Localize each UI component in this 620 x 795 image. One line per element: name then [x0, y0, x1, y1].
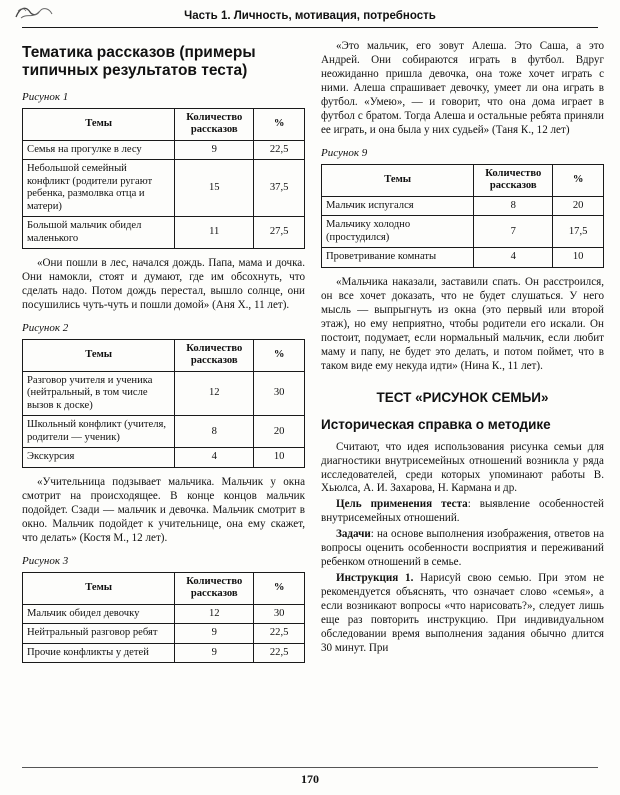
value-cell: 20 [553, 196, 604, 216]
page-footer [22, 767, 598, 787]
value-cell: 30 [254, 371, 305, 416]
table-row [23, 416, 305, 448]
theme-cell: Разговор учителя и ученика (нейтральный, в том числе вызов к доске) [23, 371, 175, 416]
table-header-cell: Темы [23, 339, 175, 371]
theme-cell: Проветривание комнаты [322, 248, 474, 268]
figure3-table [22, 572, 305, 664]
figure2-quote: «Учительница подзывает мальчика. Мальчик у окна смотрит на происходящее. В конце концов мальчик подойдет. Сзади — мальчик и девочка. Мальчик смотрит в окно. Мальчик подойдет к учительнице, она ему скажет, что делать» (Костя М., 12 лет). [22, 475, 305, 544]
paragraph-text: : на основе выполнения изображения, ответов на вопросы оценить особенности восприятия и переживаний ребенком отношений в семье. [321, 528, 604, 569]
theme-cell: Большой мальчик обидел маленького [23, 217, 175, 249]
theme-cell: Небольшой семейный конфликт (родители ругают ребенка, размолвка отца и матери) [23, 160, 175, 217]
value-cell: 8 [474, 196, 553, 216]
table-header-row [322, 164, 604, 196]
table-row [23, 217, 305, 249]
table-header-cell: % [254, 108, 305, 140]
value-cell: 8 [175, 416, 254, 448]
table-header-row [23, 339, 305, 371]
table-header-cell: Количество рассказов [175, 572, 254, 604]
table-row [322, 216, 604, 248]
table-header-cell: % [553, 164, 604, 196]
figure2-table [22, 339, 305, 468]
paragraph-lead: Задачи [336, 528, 371, 541]
value-cell: 4 [175, 448, 254, 468]
figure9-table [321, 164, 604, 268]
figure1-label: Рисунок 1 [22, 90, 69, 103]
value-cell: 22,5 [254, 624, 305, 644]
paragraph-history [321, 441, 604, 497]
value-cell: 15 [175, 160, 254, 217]
table-row [322, 196, 604, 216]
page-header [22, 6, 598, 28]
value-cell: 20 [254, 416, 305, 448]
table-header-cell: % [254, 339, 305, 371]
table-row [23, 604, 305, 624]
left-column [22, 38, 305, 671]
table-row [23, 160, 305, 217]
theme-cell: Семья на прогулке в лесу [23, 140, 175, 160]
value-cell: 17,5 [553, 216, 604, 248]
value-cell: 9 [175, 643, 254, 663]
value-cell: 9 [175, 624, 254, 644]
table-row [23, 624, 305, 644]
table-header-cell: Количество рассказов [474, 164, 553, 196]
theme-cell: Прочие конфликты у детей [23, 643, 175, 663]
value-cell: 9 [175, 140, 254, 160]
opening-quote: «Это мальчик, его зовут Алеша. Это Саша, а это Андрей. Они собираются играть в футбол. Вдруг неожиданно пришла девочка, она тоже хочет играть с ними. Алеша спрашивает девочку, умеет ли она играть в футбол. «Умею», — и говорит, что она дома играет в футбол с братом. Тогда Алеша и остальные ребята приняли ее играть, и она была у них судьей» (Таня К., 12 лет) [321, 40, 604, 136]
paragraph-text: : выявление особенностей внутрисемейных отношений. [321, 498, 604, 525]
value-cell: 22,5 [254, 140, 305, 160]
theme-cell: Мальчик испугался [322, 196, 474, 216]
page-number: 170 [301, 772, 319, 786]
paragraph-tasks [321, 528, 604, 570]
figure2-label: Рисунок 2 [22, 321, 69, 334]
table-header-cell: Количество рассказов [175, 108, 254, 140]
test-section-title: ТЕСТ «РИСУНОК СЕМЬИ» [376, 389, 549, 405]
table-header-cell: % [254, 572, 305, 604]
table-header-cell: Количество рассказов [175, 339, 254, 371]
value-cell: 12 [175, 604, 254, 624]
value-cell: 37,5 [254, 160, 305, 217]
table-header-row [23, 108, 305, 140]
figure1-quote: «Они пошли в лес, начался дождь. Папа, мама и дочка. Они намокли, стоят и думают, где им обсохнуть, что сделать надо. Потом дождь перестал, вышло солнце, они посушились чуть-чуть и пошли домой» (Аня Х., 11 лет). [22, 257, 305, 311]
paragraph-text: Нарисуй свою семью. При этом не рекомендуется объяснять, что означает слово «семья», а если возникают вопросы «что нарисовать?», следует лишь еще раз повторить инструкцию. При индивидуальном обследовании время выполнения задания обычно длится 30 минут. При [321, 572, 604, 655]
table-header-cell: Темы [23, 572, 175, 604]
section-title: Тематика рассказов (примеры типичных результатов теста) [22, 44, 256, 80]
value-cell: 4 [474, 248, 553, 268]
figure9-quote: «Мальчика наказали, заставили спать. Он расстроился, он все хочет доказать, что не будет слушаться. У него мысль — выпрыгнуть из окна (это первый или второй этаж), но ему неприятно, чтобы родители его искали. Он постоит, подумает, если нормальный мальчик, если любит маму и папу, не будет это делать, и потом поймет, что в таком виде ему некуда идти» (Нина К., 11 лет). [321, 275, 604, 372]
history-subtitle: Историческая справка о методике [321, 416, 551, 432]
value-cell: 10 [553, 248, 604, 268]
theme-cell: Нейтральный разговор ребят [23, 624, 175, 644]
theme-cell: Экскурсия [23, 448, 175, 468]
table-header-cell: Темы [23, 108, 175, 140]
paragraph-text: Считают, что идея использования рисунка семьи для диагностики внутрисемейных отношений возникла у ряда исследователей, среди которых упоминают работы В. Хьюлса, А. И. Захарова, Н. Кармана и др. [321, 440, 604, 495]
value-cell: 10 [254, 448, 305, 468]
value-cell: 11 [175, 217, 254, 249]
two-column-layout [22, 38, 604, 671]
table-row [23, 371, 305, 416]
value-cell: 27,5 [254, 217, 305, 249]
table-row [23, 643, 305, 663]
figure1-table [22, 108, 305, 250]
paragraph-goal [321, 498, 604, 526]
value-cell: 22,5 [254, 643, 305, 663]
table-header-cell: Темы [322, 164, 474, 196]
paragraph-lead: Цель применения теста [336, 498, 468, 511]
value-cell: 7 [474, 216, 553, 248]
theme-cell: Школьный конфликт (учителя, родители — ученик) [23, 416, 175, 448]
figure3-label: Рисунок 3 [22, 554, 69, 567]
table-row [23, 448, 305, 468]
value-cell: 30 [254, 604, 305, 624]
theme-cell: Мальчику холодно (простудился) [322, 216, 474, 248]
theme-cell: Мальчик обидел девочку [23, 604, 175, 624]
chapter-title: Часть 1. Личность, мотивация, потребность [184, 10, 436, 22]
table-row [23, 140, 305, 160]
paragraph-instruction [321, 572, 604, 656]
table-header-row [23, 572, 305, 604]
paragraph-lead: Инструкция 1. [336, 572, 414, 585]
value-cell: 12 [175, 371, 254, 416]
table-row [322, 248, 604, 268]
ornament-icon [14, 4, 54, 25]
figure9-label: Рисунок 9 [321, 146, 368, 159]
right-column [321, 38, 604, 658]
